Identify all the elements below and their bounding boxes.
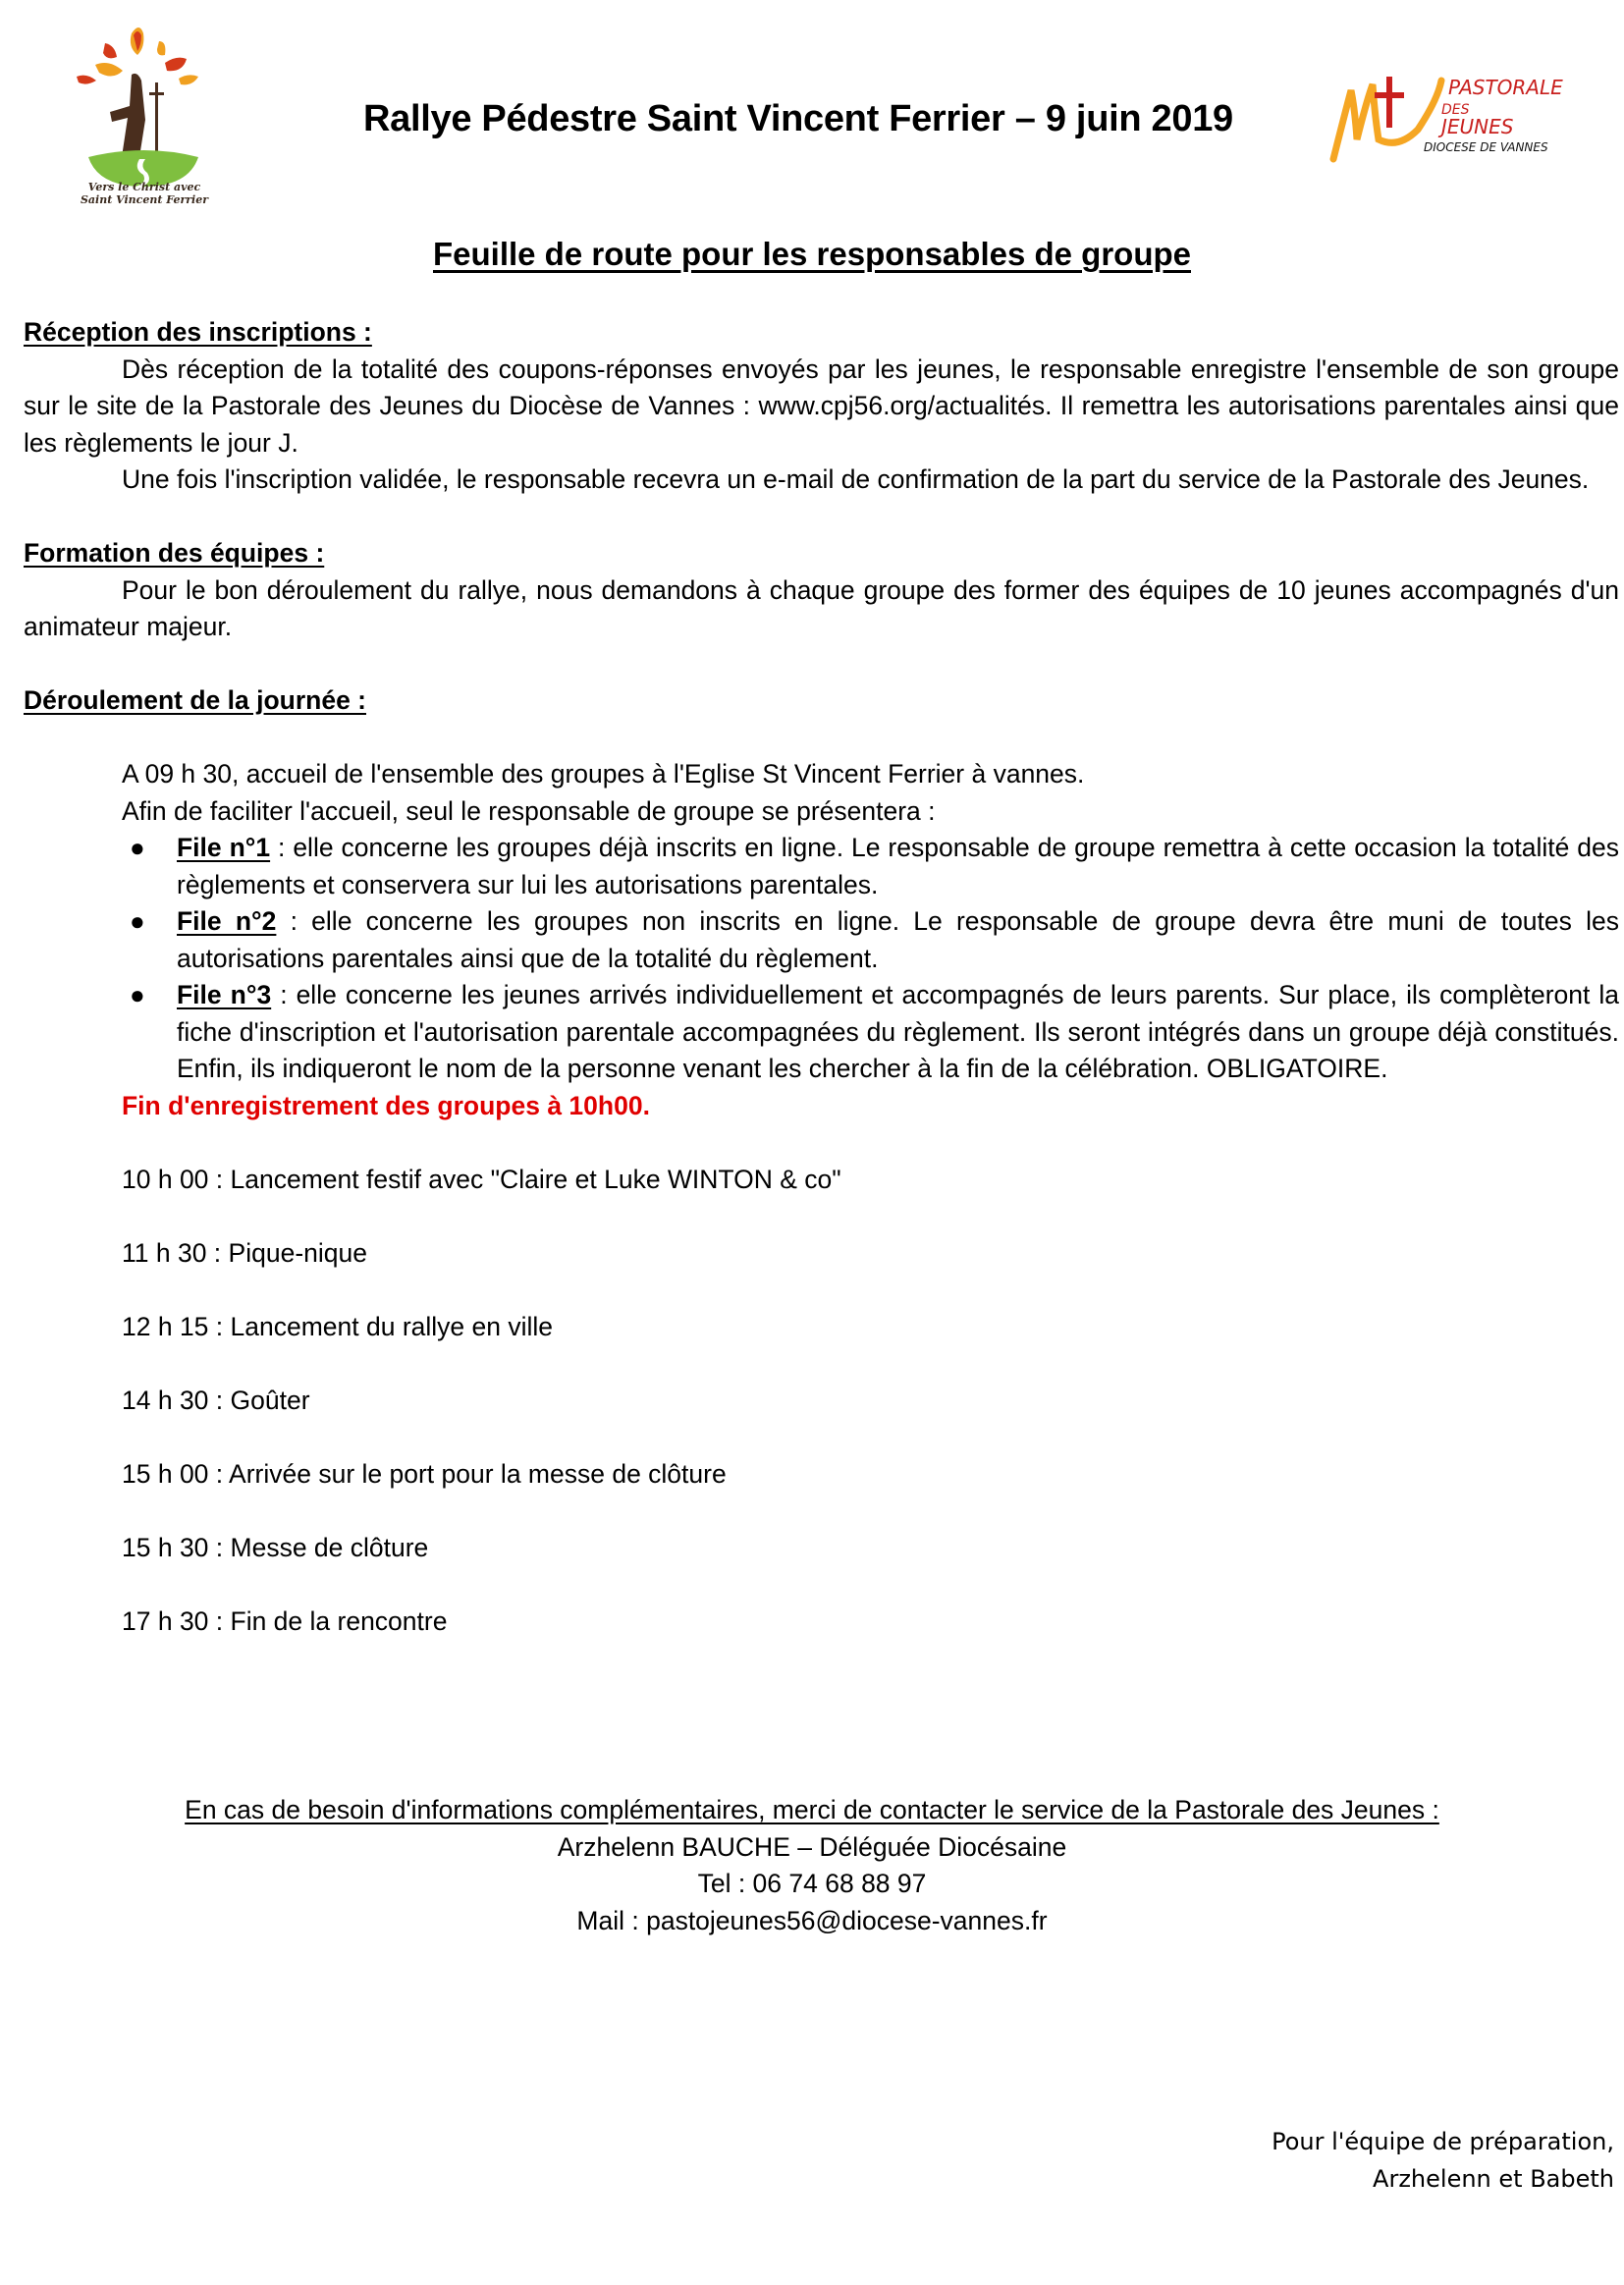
file-label: File n°1 bbox=[177, 833, 271, 862]
svg-text:PASTORALE: PASTORALE bbox=[1448, 76, 1563, 99]
schedule-list bbox=[122, 1162, 1619, 1641]
formation-paragraph: Pour le bon déroulement du rallye, nous demandons à chaque groupe des former des équipes de 10 jeunes accompagnés d'un animateur majeur. bbox=[24, 574, 1619, 641]
schedule-item: 11 h 30 : Pique-nique bbox=[122, 1237, 367, 1268]
schedule-item: 15 h 00 : Arrivée sur le port pour la messe de clôture bbox=[122, 1458, 727, 1489]
bullet-icon: ● bbox=[130, 906, 145, 936]
file-text: : elle concerne les jeunes arrivés individuellement et accompagnés de leurs parents. Sur place, ils complèteront la fiche d'inscription et l'autorisation parentale accompagnées du règlement. Ils seront intégrés dans un groupe déjà constitués. Enfin, ils indiqueront le nom de la personne venant les chercher à la fin de la célébration. OBLIGATOIRE. bbox=[177, 980, 1619, 1083]
saint-vincent-ferrier-logo bbox=[71, 14, 218, 210]
document-subtitle bbox=[0, 236, 1624, 273]
svg-text:DES: DES bbox=[1441, 102, 1470, 118]
section-formation bbox=[24, 535, 1619, 646]
schedule-item: 10 h 00 : Lancement festif avec "Claire et Luke WINTON & co" bbox=[122, 1164, 841, 1194]
contact-phone: Tel : 06 74 68 88 97 bbox=[697, 1869, 927, 1898]
contact-email: Mail : pastojeunes56@diocese-vannes.fr bbox=[576, 1905, 1048, 1935]
reception-paragraph-1: Dès réception de la totalité des coupons-réponses envoyés par les jeunes, le responsable enregistre l'ensemble de son groupe sur le site de la Pastorale des Jeunes du Diocèse de Vannes : www.cpj56.org/actualités. Il remettra les autorisations parentales ainsi que les règlements le jour J. bbox=[24, 354, 1619, 458]
contact-block bbox=[0, 1792, 1624, 1939]
signature-line-2: Arzhelenn et Babeth bbox=[1373, 2164, 1614, 2193]
schedule-item: 15 h 30 : Messe de clôture bbox=[122, 1532, 429, 1562]
file-list bbox=[122, 830, 1619, 1088]
deroulement-intro-1: A 09 h 30, accueil de l'ensemble des groupes à l'Eglise St Vincent Ferrier à vannes. bbox=[122, 759, 1085, 789]
registration-deadline: Fin d'enregistrement des groupes à 10h00. bbox=[122, 1090, 650, 1120]
pastorale-logo-icon bbox=[1326, 71, 1591, 169]
deroulement-intro-2: Afin de faciliter l'accueil, seul le responsable de groupe se présentera : bbox=[122, 795, 936, 826]
logo-caption-line1: Vers le Christ avec bbox=[87, 181, 201, 193]
reception-paragraph-2: Une fois l'inscription validée, le responsable recevra un e-mail de confirmation de la part du service de la Pastorale des Jeunes. bbox=[122, 464, 1590, 494]
schedule-item: 14 h 30 : Goûter bbox=[122, 1385, 310, 1415]
bullet-icon: ● bbox=[130, 980, 145, 1009]
bullet-icon: ● bbox=[130, 833, 145, 862]
file-label: File n°3 bbox=[177, 980, 272, 1009]
page-title: Rallye Pédestre Saint Vincent Ferrier – 9 juin 2019 bbox=[363, 98, 1233, 139]
list-item-file-1 bbox=[122, 830, 1619, 903]
file-text: : elle concerne les groupes déjà inscrits en ligne. Le responsable de groupe remettra à cette occasion la totalité des règlements et conservera sur lui les autorisations parentales. bbox=[177, 833, 1619, 899]
list-item-file-3 bbox=[122, 977, 1619, 1088]
section-deroulement bbox=[24, 682, 1619, 1640]
list-item-file-2 bbox=[122, 903, 1619, 977]
logo-caption-line2: Saint Vincent Ferrier bbox=[80, 193, 209, 206]
signature-line-1: Pour l'équipe de préparation, bbox=[1272, 2128, 1614, 2155]
svg-text:JEUNES: JEUNES bbox=[1441, 115, 1514, 138]
contact-name: Arzhelenn BAUCHE – Déléguée Diocésaine bbox=[557, 1831, 1067, 1862]
schedule-item: 12 h 15 : Lancement du rallye en ville bbox=[122, 1311, 553, 1341]
file-label: File n°2 bbox=[177, 906, 277, 936]
document-body bbox=[24, 314, 1619, 1677]
section-heading-formation: Formation des équipes : bbox=[24, 538, 325, 568]
contact-intro: En cas de besoin d'informations complémentaires, merci de contacter le service de la Pastorale des Jeunes : bbox=[185, 1795, 1439, 1824]
section-heading-deroulement: Déroulement de la journée : bbox=[24, 685, 366, 715]
svg-text:DIOCESE DE VANNES: DIOCESE DE VANNES bbox=[1424, 140, 1548, 154]
signature-block bbox=[1272, 2124, 1614, 2198]
pastorale-des-jeunes-logo bbox=[1326, 71, 1591, 169]
file-text: : elle concerne les groupes non inscrits en ligne. Le responsable de groupe devra être muni de toutes les autorisations parentales ainsi que de la totalité du règlement. bbox=[177, 906, 1619, 973]
section-reception bbox=[24, 314, 1619, 499]
subtitle-text: Feuille de route pour les responsables de groupe bbox=[432, 236, 1191, 272]
section-heading-reception: Réception des inscriptions : bbox=[24, 317, 372, 347]
schedule-item: 17 h 30 : Fin de la rencontre bbox=[122, 1605, 448, 1636]
